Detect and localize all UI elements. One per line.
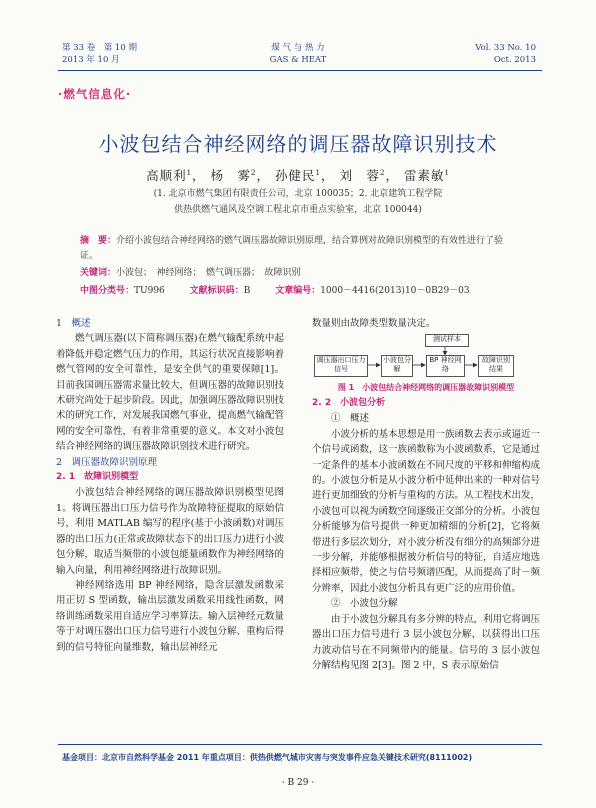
result-box: 故障识别结果 (478, 355, 514, 377)
paragraph: 由于小波包分解具有多分辨的特点，利用它将调压器出口压力信号进行 3 层小波包分解，以获得出口压力波动信号在不同频带内的能量。信号的 3 层小波包分解结构见图 2[3]。图 2 中，S 表示原始信 (312, 613, 541, 671)
signal-box: 调压器出口压力信号 (314, 355, 368, 377)
section-heading: 1 概述 (56, 318, 91, 329)
author: 雷素敏$^1$ (403, 168, 450, 183)
clc-value: TU996 (134, 286, 165, 296)
footnote-rule (58, 744, 542, 745)
keywords-label: 关键词： (80, 268, 117, 278)
abstract (80, 234, 520, 264)
figure-caption: 图 1 小波包结合神经网络的调压器故障识别模型 (337, 383, 515, 392)
classification-meta (80, 283, 492, 296)
keywords (80, 265, 301, 278)
article-no-label: 文章编号： (275, 286, 321, 296)
journal-volume-en (475, 42, 536, 66)
abstract-label: 摘 要： (80, 236, 117, 246)
journal-name-cn: 煤 气 与 热 力 (271, 43, 325, 53)
issue-date: 2013 年 10 月 (62, 55, 120, 65)
paragraph: 燃气调压器(以下简称调压器)在燃气输配系统中起着降低并稳定燃气压力的作用，其运行状况直接影响着燃气管网的安全可靠性，是安全供气的重要保障[1]。目前我国调压器需求量比较大，但调压器的故障识别技术研究尚处于起步阶段。因此，加强调压器故障识别技术的研究工作，对发展我国燃气事业，提高燃气输配管网的安全可靠性，有着非常重要的意义。本文对小波包结合神经网络的调压器故障识别技术进行研究。 (56, 333, 285, 453)
figure-1-diagram (312, 334, 540, 380)
header-rule (58, 70, 542, 71)
column-tag: ·燃气信息化· (58, 87, 132, 101)
date-en: Oct. 2013 (493, 55, 536, 65)
paragraph: 小波包结合神经网络的调压器故障识别模型见图 1。将调压器出口压力信号作为故障特征提取的原始信号，利用 MATLAB 编写的程序(基于小波函数)对调压器的出口压力(正常或故障状态下的出口压力)进行小波包分解，取适当频带的小波包能量函数作为神经网络的输入向量，利用神经网络进行故障识别。 (56, 487, 285, 576)
right-column (312, 396, 540, 673)
section-heading: 2 调压器故障识别原理 (56, 456, 158, 468)
keywords-text: 小波包； 神经网络； 燃气调压器； 故障识别 (116, 268, 301, 278)
author: 杨 雾$^2$ (210, 168, 257, 183)
paper-title: 小波包结合神经网络的调压器故障识别技术 (98, 132, 498, 156)
paragraph: 神经网络选用 BP 神经网络，隐含层激发函数采用正切 S 型函数，输出层激发函数采用线性函数，网络训练函数采用自适应学习率算法。输入层神经元数量等于对调压器出口压力信号进行小波包分解、重构后得到的信号特征向量维数，输出层神经元 (56, 579, 285, 653)
funding-note: 基金项目：北京市自然科学基金 2011 年重点项目：供热供燃气城市灾害与突发事件应急关键技术研究(8111002) (62, 753, 473, 762)
bp-network-box: BP 神经网络 (426, 355, 465, 377)
subsection-heading: 2. 1 故障识别模型 (56, 472, 139, 483)
author: 刘 蓉$^2$ (339, 168, 386, 183)
paragraph: 数量则由故障类型数量决定。 (312, 318, 436, 329)
journal-name-en: GAS & HEAT (269, 55, 327, 65)
left-column (56, 316, 284, 655)
author: 高顺利$^1$ (146, 168, 193, 183)
doc-code-value: B (243, 286, 251, 296)
volume-issue: 第 33 卷 第 10 期 (62, 43, 137, 53)
abstract-text: 介绍小波包结合神经网络的燃气调压器故障识别原理，结合算例对故障识别模型的有效性进行了验证。 (80, 236, 504, 261)
list-item-heading: ① 概述 (331, 413, 370, 425)
article-no-value: 1000－4416(2013)10－0B29－03 (320, 286, 470, 296)
paragraph: 小波分析的基本思想是用一族函数去表示或逼近一个信号或函数，这一族函数称为小波函数系，它是通过一定条件的基本小波函数在不同尺度的平移和伸缩构成的。小波包分析是从小波分析中延伸出来的一种对信号进行更加细致的分析与重构的方法。从工程技术出发，小波包可以视为函数空间逐级正交部分的分析。小波包分析能够为信号提供一种更加精细的分析[2]，它将频带进行多层次划分，对小波分析没有细分的高频部分进一步分解，并能够根据被分析信号的特征，自适应地选择相应频带，使之与信号频谱匹配，从而提高了时－频分辨率，因此小波包分析具有更广泛的应用价值。 (312, 428, 541, 594)
right-column-top (312, 316, 540, 331)
list-item-heading: ② 小波包分解 (331, 598, 398, 610)
doc-code-label: 文献标识码： (189, 286, 244, 296)
affiliation-line: (1. 北京市燃气集团有限责任公司，北京 100035；2. 北京建筑工程学院 (153, 189, 443, 199)
wavelet-box: 小波包分解 (381, 355, 413, 377)
affiliation-line: 供热供燃气通风及空调工程北京市重点实验室，北京 100044) (174, 205, 422, 215)
author: 孙健民$^1$ (275, 168, 321, 183)
volume-en: Vol. 33 No. 10 (475, 43, 536, 53)
author-list: 高顺利$^1$， 杨 雾$^2$， 孙健民$^1$， 刘 蓉$^2$， 雷素敏$^1$ (146, 168, 450, 183)
page-number: · B 29 · (281, 778, 315, 788)
clc-label: 中图分类号： (80, 286, 135, 296)
subsection-heading: 2. 2 小波包分析 (312, 398, 386, 408)
test-sample-box: 测试样本 (425, 334, 469, 347)
